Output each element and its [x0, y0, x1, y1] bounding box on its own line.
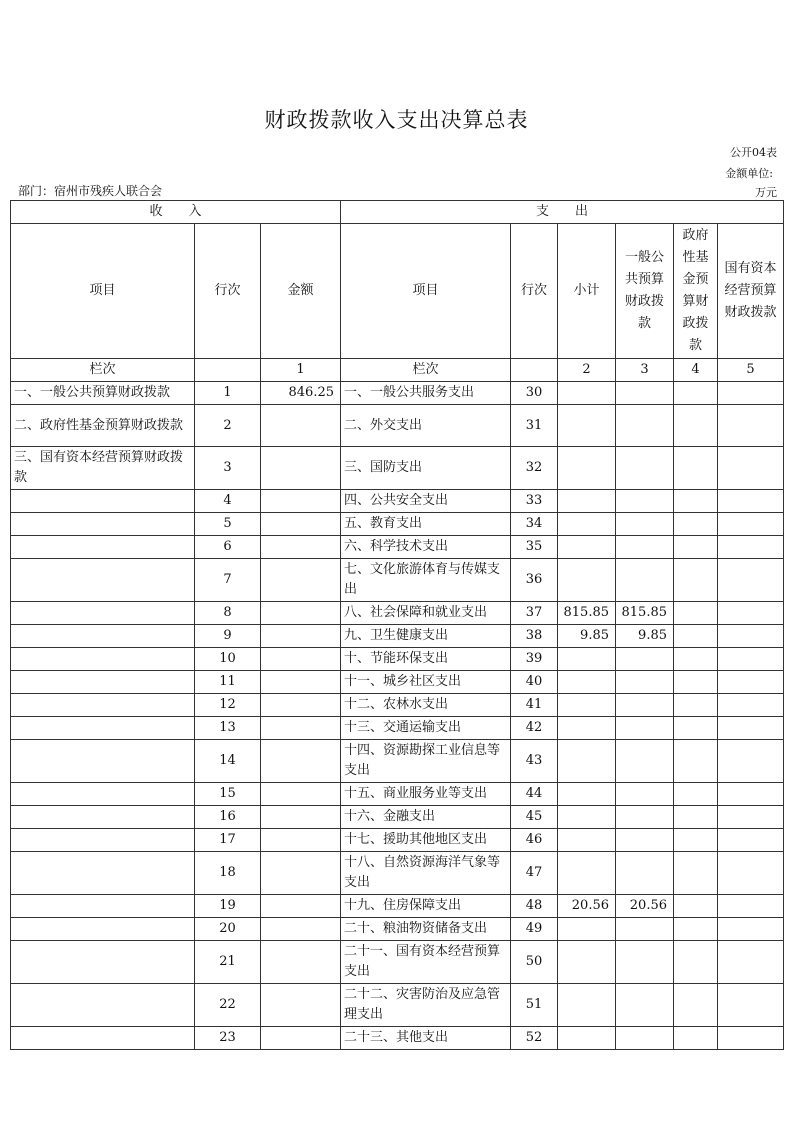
expense-fund-cell [674, 852, 718, 895]
expense-row-cell: 48 [511, 895, 558, 918]
expense-fund-cell [674, 490, 718, 513]
expense-item-cell: 二十三、其他支出 [341, 1027, 511, 1050]
expense-item-cell: 四、公共安全支出 [341, 490, 511, 513]
income-amount-cell [261, 671, 341, 694]
expense-fund-cell [674, 671, 718, 694]
expense-subtotal-cell: 9.85 [558, 625, 616, 648]
income-amount-cell [261, 852, 341, 895]
expense-soe-cell [718, 625, 784, 648]
expense-item-cell: 七、文化旅游体育与传媒支出 [341, 559, 511, 602]
col-general-budget: 一般公共预算财政拨款 [616, 224, 674, 359]
expense-header: 支 出 [341, 201, 784, 224]
expense-fund-cell [674, 648, 718, 671]
expense-fund-cell [674, 536, 718, 559]
income-row-cell: 6 [195, 536, 261, 559]
table-row [11, 918, 784, 941]
expense-general-cell [616, 783, 674, 806]
expense-row-cell: 45 [511, 806, 558, 829]
income-item-cell [11, 694, 195, 717]
income-item-cell: 一、一般公共预算财政拨款 [11, 382, 195, 405]
table-row [11, 941, 784, 984]
col-index-amount: 1 [261, 359, 341, 382]
expense-general-cell [616, 806, 674, 829]
expense-fund-cell [674, 717, 718, 740]
table-body [11, 382, 784, 1050]
expense-item-cell: 二十一、国有资本经营预算支出 [341, 941, 511, 984]
income-item-cell [11, 984, 195, 1027]
expense-fund-cell [674, 559, 718, 602]
income-row-cell: 20 [195, 918, 261, 941]
expense-general-cell [616, 447, 674, 490]
expense-fund-cell [674, 602, 718, 625]
expense-item-cell: 一、一般公共服务支出 [341, 382, 511, 405]
expense-item-cell: 十六、金融支出 [341, 806, 511, 829]
income-item-cell [11, 740, 195, 783]
income-item-cell [11, 671, 195, 694]
expense-general-cell [616, 740, 674, 783]
table-row [11, 490, 784, 513]
expense-subtotal-cell [558, 648, 616, 671]
expense-subtotal-cell [558, 671, 616, 694]
expense-soe-cell [718, 513, 784, 536]
income-amount-cell [261, 694, 341, 717]
expense-row-cell: 37 [511, 602, 558, 625]
expense-general-cell [616, 490, 674, 513]
income-item-cell [11, 602, 195, 625]
table-row [11, 648, 784, 671]
income-row-cell: 10 [195, 648, 261, 671]
income-item-cell [11, 852, 195, 895]
department-label: 部门：宿州市残疾人联合会 [18, 184, 163, 198]
expense-item-cell: 十七、援助其他地区支出 [341, 829, 511, 852]
table-row [11, 740, 784, 783]
expense-subtotal-cell [558, 941, 616, 984]
expense-general-cell [616, 829, 674, 852]
expense-subtotal-cell [558, 740, 616, 783]
amount-unit: 万元 [755, 186, 777, 199]
expense-subtotal-cell [558, 806, 616, 829]
table-row [11, 447, 784, 490]
expense-soe-cell [718, 602, 784, 625]
income-row-cell: 22 [195, 984, 261, 1027]
expense-subtotal-cell [558, 382, 616, 405]
table-row [11, 671, 784, 694]
expense-soe-cell [718, 918, 784, 941]
expense-general-cell [616, 405, 674, 447]
income-row-cell: 1 [195, 382, 261, 405]
expense-general-cell [616, 941, 674, 984]
col-income-amount: 金额 [261, 224, 341, 359]
expense-soe-cell [718, 717, 784, 740]
expense-subtotal-cell [558, 1027, 616, 1050]
expense-subtotal-cell [558, 490, 616, 513]
expense-fund-cell [674, 382, 718, 405]
expense-subtotal-cell [558, 852, 616, 895]
income-amount-cell [261, 1027, 341, 1050]
col-index-empty [195, 359, 261, 382]
expense-item-cell: 六、科学技术支出 [341, 536, 511, 559]
expense-row-cell: 35 [511, 536, 558, 559]
income-row-cell: 15 [195, 783, 261, 806]
expense-row-cell: 52 [511, 1027, 558, 1050]
table-row [11, 717, 784, 740]
expense-soe-cell [718, 829, 784, 852]
col-index-empty2 [511, 359, 558, 382]
income-amount-cell [261, 984, 341, 1027]
col-subtotal: 小计 [558, 224, 616, 359]
table-row [11, 694, 784, 717]
expense-row-cell: 49 [511, 918, 558, 941]
expense-row-cell: 42 [511, 717, 558, 740]
income-row-cell: 19 [195, 895, 261, 918]
expense-general-cell [616, 918, 674, 941]
income-row-cell: 12 [195, 694, 261, 717]
expense-subtotal-cell [558, 984, 616, 1027]
income-amount-cell [261, 717, 341, 740]
expense-general-cell [616, 717, 674, 740]
expense-item-cell: 二、外交支出 [341, 405, 511, 447]
income-header: 收 入 [11, 201, 341, 224]
expense-fund-cell [674, 783, 718, 806]
income-item-cell [11, 895, 195, 918]
table-row [11, 405, 784, 447]
expense-general-cell [616, 1027, 674, 1050]
expense-fund-cell [674, 829, 718, 852]
column-header-row [11, 224, 784, 359]
table-row [11, 783, 784, 806]
col-soe-budget: 国有资本经营预算财政拨款 [718, 224, 784, 359]
form-number: 公开04表 [730, 146, 777, 159]
table-row [11, 852, 784, 895]
expense-row-cell: 51 [511, 984, 558, 1027]
income-amount-cell [261, 490, 341, 513]
col-index-label2: 栏次 [341, 359, 511, 382]
income-item-cell [11, 829, 195, 852]
income-item-cell: 三、国有资本经营预算财政拨款 [11, 447, 195, 490]
income-amount-cell [261, 895, 341, 918]
expense-fund-cell [674, 918, 718, 941]
income-amount-cell [261, 941, 341, 984]
col-income-row: 行次 [195, 224, 261, 359]
expense-subtotal-cell [558, 559, 616, 602]
income-row-cell: 5 [195, 513, 261, 536]
income-row-cell: 8 [195, 602, 261, 625]
expense-soe-cell [718, 783, 784, 806]
expense-item-cell: 五、教育支出 [341, 513, 511, 536]
amount-unit-label: 金额单位: [725, 167, 773, 180]
expense-row-cell: 43 [511, 740, 558, 783]
col-expense-row: 行次 [511, 224, 558, 359]
expense-row-cell: 33 [511, 490, 558, 513]
income-row-cell: 3 [195, 447, 261, 490]
section-header-row [11, 201, 784, 224]
table-row [11, 625, 784, 648]
income-row-cell: 7 [195, 559, 261, 602]
expense-soe-cell [718, 405, 784, 447]
expense-subtotal-cell [558, 829, 616, 852]
expense-subtotal-cell: 20.56 [558, 895, 616, 918]
expense-subtotal-cell [558, 717, 616, 740]
expense-soe-cell [718, 1027, 784, 1050]
col-fund-budget: 政府性基金预算财政拨款 [674, 224, 718, 359]
expense-fund-cell [674, 447, 718, 490]
income-row-cell: 21 [195, 941, 261, 984]
income-row-cell: 9 [195, 625, 261, 648]
income-row-cell: 2 [195, 405, 261, 447]
expense-row-cell: 31 [511, 405, 558, 447]
income-amount-cell [261, 740, 341, 783]
income-amount-cell [261, 602, 341, 625]
income-amount-cell [261, 447, 341, 490]
expense-item-cell: 十一、城乡社区支出 [341, 671, 511, 694]
expense-subtotal-cell [558, 536, 616, 559]
table-row [11, 513, 784, 536]
expense-soe-cell [718, 559, 784, 602]
income-item-cell [11, 941, 195, 984]
expense-item-cell: 八、社会保障和就业支出 [341, 602, 511, 625]
expense-fund-cell [674, 1027, 718, 1050]
expense-subtotal-cell [558, 694, 616, 717]
income-row-cell: 17 [195, 829, 261, 852]
col-expense-item: 项目 [341, 224, 511, 359]
income-amount-cell [261, 536, 341, 559]
expense-row-cell: 38 [511, 625, 558, 648]
expense-row-cell: 50 [511, 941, 558, 984]
expense-subtotal-cell: 815.85 [558, 602, 616, 625]
expense-row-cell: 32 [511, 447, 558, 490]
expense-item-cell: 九、卫生健康支出 [341, 625, 511, 648]
expense-row-cell: 36 [511, 559, 558, 602]
col-index-subtotal: 2 [558, 359, 616, 382]
expense-fund-cell [674, 806, 718, 829]
expense-fund-cell [674, 694, 718, 717]
expense-row-cell: 46 [511, 829, 558, 852]
income-item-cell [11, 918, 195, 941]
expense-general-cell: 815.85 [616, 602, 674, 625]
table-row [11, 602, 784, 625]
table-row [11, 984, 784, 1027]
expense-fund-cell [674, 984, 718, 1027]
income-amount-cell: 846.25 [261, 382, 341, 405]
table-row [11, 806, 784, 829]
expense-item-cell: 十八、自然资源海洋气象等支出 [341, 852, 511, 895]
table-row [11, 536, 784, 559]
income-item-cell [11, 783, 195, 806]
expense-fund-cell [674, 513, 718, 536]
income-amount-cell [261, 648, 341, 671]
expense-soe-cell [718, 694, 784, 717]
income-row-cell: 16 [195, 806, 261, 829]
income-amount-cell [261, 783, 341, 806]
expense-row-cell: 30 [511, 382, 558, 405]
income-item-cell [11, 806, 195, 829]
page-title: 财政拨款收入支出决算总表 [264, 108, 529, 132]
expense-general-cell [616, 852, 674, 895]
expense-soe-cell [718, 740, 784, 783]
income-amount-cell [261, 829, 341, 852]
expense-subtotal-cell [558, 918, 616, 941]
expense-general-cell [616, 671, 674, 694]
expense-general-cell [616, 694, 674, 717]
expense-fund-cell [674, 625, 718, 648]
expense-subtotal-cell [558, 513, 616, 536]
col-index-fund: 4 [674, 359, 718, 382]
expense-item-cell: 十九、住房保障支出 [341, 895, 511, 918]
expense-fund-cell [674, 405, 718, 447]
expense-fund-cell [674, 941, 718, 984]
expense-general-cell [616, 984, 674, 1027]
expense-general-cell [616, 648, 674, 671]
expense-soe-cell [718, 984, 784, 1027]
income-row-cell: 14 [195, 740, 261, 783]
column-index-row [11, 359, 784, 382]
table-row [11, 1027, 784, 1050]
expense-general-cell: 20.56 [616, 895, 674, 918]
income-amount-cell [261, 625, 341, 648]
income-item-cell [11, 648, 195, 671]
expense-general-cell [616, 513, 674, 536]
income-item-cell [11, 536, 195, 559]
expense-row-cell: 39 [511, 648, 558, 671]
table-row [11, 559, 784, 602]
expense-item-cell: 三、国防支出 [341, 447, 511, 490]
expense-soe-cell [718, 382, 784, 405]
expense-subtotal-cell [558, 405, 616, 447]
expense-item-cell: 二十二、灾害防治及应急管理支出 [341, 984, 511, 1027]
expense-row-cell: 40 [511, 671, 558, 694]
table-row [11, 382, 784, 405]
income-row-cell: 4 [195, 490, 261, 513]
income-amount-cell [261, 918, 341, 941]
table-row [11, 829, 784, 852]
expense-item-cell: 十四、资源勘探工业信息等支出 [341, 740, 511, 783]
income-item-cell [11, 559, 195, 602]
expense-soe-cell [718, 490, 784, 513]
income-row-cell: 11 [195, 671, 261, 694]
income-amount-cell [261, 405, 341, 447]
expense-soe-cell [718, 648, 784, 671]
expense-row-cell: 44 [511, 783, 558, 806]
expense-item-cell: 二十、粮油物资储备支出 [341, 918, 511, 941]
expense-item-cell: 十三、交通运输支出 [341, 717, 511, 740]
expense-soe-cell [718, 852, 784, 895]
income-amount-cell [261, 513, 341, 536]
income-amount-cell [261, 806, 341, 829]
expense-soe-cell [718, 447, 784, 490]
expense-general-cell [616, 536, 674, 559]
income-row-cell: 18 [195, 852, 261, 895]
income-item-cell [11, 1027, 195, 1050]
expense-subtotal-cell [558, 783, 616, 806]
expense-row-cell: 41 [511, 694, 558, 717]
expense-row-cell: 47 [511, 852, 558, 895]
col-index-soe: 5 [718, 359, 784, 382]
expense-fund-cell [674, 895, 718, 918]
table-row [11, 895, 784, 918]
col-income-item: 项目 [11, 224, 195, 359]
income-item-cell [11, 717, 195, 740]
expense-row-cell: 34 [511, 513, 558, 536]
col-index-general: 3 [616, 359, 674, 382]
expense-soe-cell [718, 536, 784, 559]
expense-general-cell: 9.85 [616, 625, 674, 648]
expense-general-cell [616, 559, 674, 602]
col-index-label: 栏次 [11, 359, 195, 382]
income-row-cell: 23 [195, 1027, 261, 1050]
expense-item-cell: 十二、农林水支出 [341, 694, 511, 717]
income-row-cell: 13 [195, 717, 261, 740]
income-item-cell: 二、政府性基金预算财政拨款 [11, 405, 195, 447]
expense-soe-cell [718, 806, 784, 829]
expense-fund-cell [674, 740, 718, 783]
expense-soe-cell [718, 671, 784, 694]
expense-item-cell: 十、节能环保支出 [341, 648, 511, 671]
expense-general-cell [616, 382, 674, 405]
income-item-cell [11, 513, 195, 536]
income-item-cell [11, 490, 195, 513]
income-item-cell [11, 625, 195, 648]
budget-table [10, 200, 784, 1050]
expense-soe-cell [718, 941, 784, 984]
expense-soe-cell [718, 895, 784, 918]
income-amount-cell [261, 559, 341, 602]
expense-item-cell: 十五、商业服务业等支出 [341, 783, 511, 806]
expense-subtotal-cell [558, 447, 616, 490]
